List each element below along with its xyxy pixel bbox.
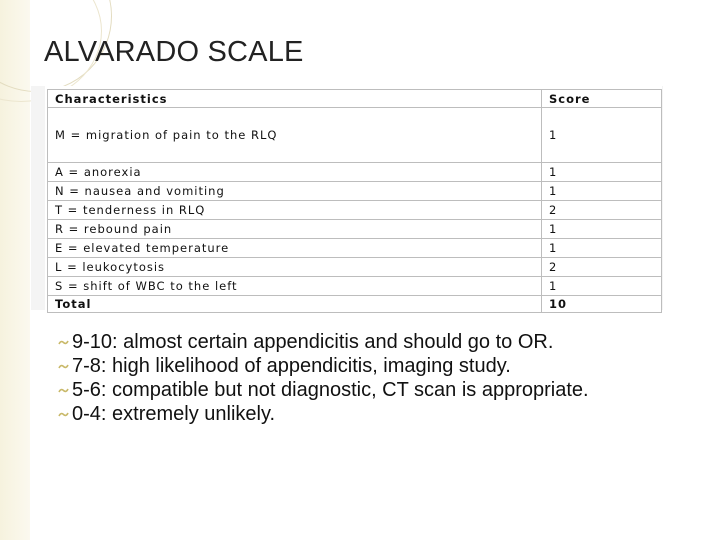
row-score: 1 <box>542 163 662 182</box>
wave-bullet-icon <box>58 339 69 346</box>
table-row <box>48 239 662 258</box>
row-score: 1 <box>542 108 662 163</box>
table-header-row <box>48 90 662 108</box>
bullet-text: 9-10: almost certain appendicitis and should go to OR. <box>72 331 554 353</box>
row-score: 2 <box>542 201 662 220</box>
wave-bullet-icon <box>58 411 69 418</box>
bullet-text: 0-4: extremely unlikely. <box>72 403 276 425</box>
table-row <box>48 220 662 239</box>
table-row <box>48 277 662 296</box>
table-row <box>48 258 662 277</box>
row-score: 1 <box>542 220 662 239</box>
row-label: R = rebound pain <box>48 220 542 239</box>
alvarado-table <box>47 89 662 313</box>
slide-title: ALVARADO SCALE <box>44 36 304 68</box>
row-label: N = nausea and vomiting <box>48 182 542 201</box>
bullet-item <box>58 330 678 354</box>
row-score: 1 <box>542 277 662 296</box>
bullet-item <box>58 354 678 378</box>
bullet-item <box>58 402 678 426</box>
row-score: 1 <box>542 239 662 258</box>
row-label: A = anorexia <box>48 163 542 182</box>
table-row <box>48 108 662 163</box>
alvarado-table-image <box>31 86 663 310</box>
row-label: E = elevated temperature <box>48 239 542 258</box>
row-score: 2 <box>542 258 662 277</box>
row-label: T = tenderness in RLQ <box>48 201 542 220</box>
wave-bullet-icon <box>58 363 69 370</box>
row-label: L = leukocytosis <box>48 258 542 277</box>
header-characteristics: Characteristics <box>48 90 542 108</box>
table-row <box>48 163 662 182</box>
row-label: M = migration of pain to the RLQ <box>48 108 542 163</box>
table-row <box>48 201 662 220</box>
table-row <box>48 182 662 201</box>
total-score: 10 <box>542 296 662 313</box>
total-label: Total <box>48 296 542 313</box>
bullet-list <box>58 330 678 426</box>
bullet-text: 5-6: compatible but not diagnostic, CT scan is appropriate. <box>72 379 589 401</box>
table-total-row <box>48 296 662 313</box>
header-score: Score <box>542 90 662 108</box>
bullet-item <box>58 378 678 402</box>
bullet-text: 7-8: high likelihood of appendicitis, imaging study. <box>72 355 511 377</box>
row-score: 1 <box>542 182 662 201</box>
row-label: S = shift of WBC to the left <box>48 277 542 296</box>
wave-bullet-icon <box>58 387 69 394</box>
